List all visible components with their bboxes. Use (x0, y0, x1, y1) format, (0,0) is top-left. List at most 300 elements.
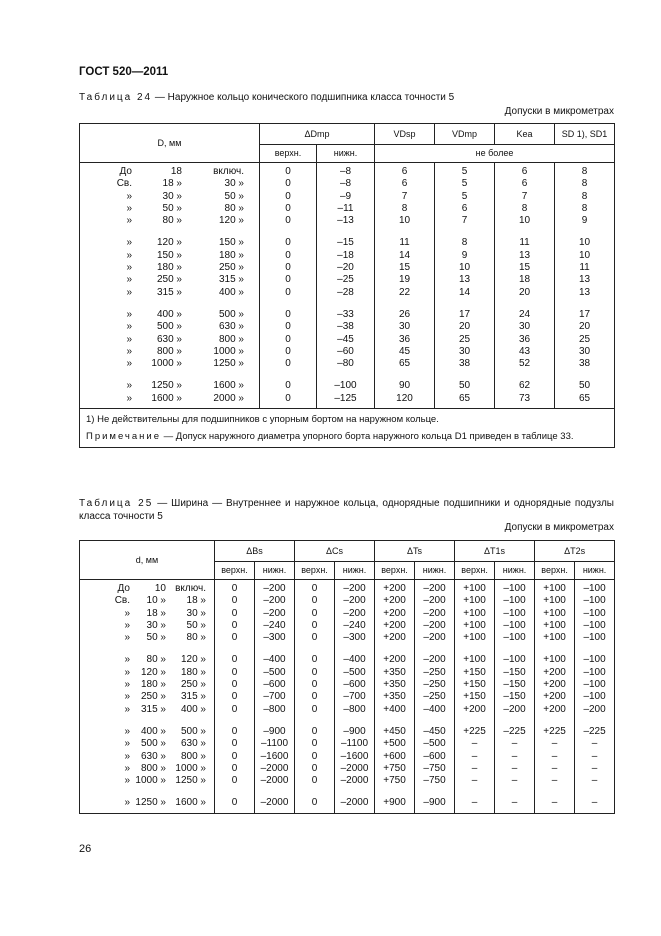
value-cell: –225 (575, 726, 615, 738)
table-row (80, 644, 615, 654)
value-cell: 24 (495, 309, 555, 321)
size-b: 1600 » (151, 392, 182, 404)
size-a: » (124, 797, 130, 809)
size-c: 2000 » (213, 392, 244, 404)
value-cell: –300 (255, 632, 295, 644)
size-a: » (126, 202, 132, 214)
value-cell: 0 (260, 237, 317, 249)
value-cell: 0 (215, 704, 255, 716)
size-c: 315 » (218, 274, 244, 286)
spacer-cell (435, 299, 495, 309)
value-cell: 0 (260, 274, 317, 286)
spacer-cell (375, 716, 415, 726)
value-cell: 0 (260, 262, 317, 274)
spacer-cell (375, 644, 415, 654)
value-cell: –500 (335, 667, 375, 679)
value-cell: –200 (415, 620, 455, 632)
value-cell: 0 (295, 667, 335, 679)
value-cell: 13 (495, 250, 555, 262)
value-cell: – (535, 738, 575, 750)
value-cell: –100 (495, 608, 535, 620)
spacer-cell (375, 370, 435, 380)
value-cell: – (455, 738, 495, 750)
spacer-cell (295, 787, 335, 797)
value-cell: 43 (495, 346, 555, 358)
size-a: До (117, 583, 130, 594)
value-cell: –200 (495, 704, 535, 716)
value-cell: –2000 (335, 797, 375, 813)
value-cell: +350 (375, 667, 415, 679)
col-vdsp-header (375, 124, 435, 145)
size-range (80, 595, 215, 607)
value-cell: 22 (375, 287, 435, 299)
table-row (80, 237, 615, 249)
size-b: 400 » (156, 308, 182, 320)
size-range (80, 704, 215, 716)
col-lower-label: нижн. (255, 562, 295, 580)
table-row (80, 346, 615, 358)
value-cell: 0 (260, 393, 317, 409)
value-cell: –700 (255, 691, 295, 703)
size-c: 80 » (186, 632, 206, 644)
value-cell: – (575, 751, 615, 763)
spacer-cell (80, 299, 260, 309)
table-row (80, 679, 615, 691)
value-cell: +225 (535, 726, 575, 738)
spacer-cell (317, 370, 375, 380)
value-cell: –100 (575, 595, 615, 607)
value-cell: 0 (295, 580, 335, 596)
value-cell: 0 (215, 775, 255, 787)
value-cell: 0 (295, 654, 335, 666)
value-cell: +100 (535, 608, 575, 620)
size-c: 180 » (218, 249, 244, 261)
table-24-note (86, 430, 608, 443)
col-dmp-header (260, 124, 375, 145)
value-cell: 0 (215, 667, 255, 679)
value-cell: –2000 (335, 775, 375, 787)
spacer-cell (80, 644, 215, 654)
value-cell: –100 (575, 620, 615, 632)
value-cell: 0 (215, 751, 255, 763)
size-a: » (126, 190, 132, 202)
value-cell: – (535, 763, 575, 775)
value-cell: +100 (455, 608, 495, 620)
col-sd-label: SD 1), SD1 (561, 128, 608, 139)
size-range (80, 726, 215, 738)
value-cell: +200 (375, 620, 415, 632)
size-b: 180 » (140, 679, 166, 691)
value-cell: 6 (375, 163, 435, 179)
table-25-title: — Ширина — Внутреннее и наружное кольца, однорядные подшипники и однорядные подузлы класса точности 5 (79, 498, 614, 522)
table-24-label: Таблица 24 (79, 92, 153, 103)
value-cell: 14 (435, 287, 495, 299)
value-cell: 19 (375, 274, 435, 286)
size-b: 120 » (140, 666, 166, 678)
table-24-units: Допуски в микрометрах (504, 106, 614, 117)
value-cell: –200 (255, 580, 295, 596)
value-cell: 30 (495, 321, 555, 333)
table-24-title: — Наружное кольцо конического подшипника класса точности 5 (152, 92, 455, 103)
value-cell: +200 (535, 667, 575, 679)
value-cell: 0 (295, 679, 335, 691)
col-t2s-header: ΔT2s (535, 541, 615, 562)
value-cell: –600 (335, 679, 375, 691)
value-cell: 13 (555, 274, 615, 286)
col-lower-label: нижн. (495, 562, 535, 580)
value-cell: 8 (555, 163, 615, 179)
size-b: 250 » (140, 691, 166, 703)
table-row (80, 274, 615, 286)
size-range (80, 287, 260, 299)
spacer-cell (335, 787, 375, 797)
size-a: Св. (116, 178, 132, 190)
value-cell: –100 (575, 580, 615, 596)
col-dmp-lower: нижн. (317, 145, 375, 163)
size-c: 1600 » (213, 380, 244, 392)
value-cell: –200 (335, 608, 375, 620)
value-cell: 10 (555, 237, 615, 249)
value-cell: 65 (555, 393, 615, 409)
size-b: 800 » (140, 762, 166, 774)
value-cell: –150 (495, 691, 535, 703)
size-a: » (126, 215, 132, 227)
value-cell: –33 (317, 309, 375, 321)
value-cell: 0 (295, 595, 335, 607)
table-row (80, 227, 615, 237)
value-cell: 0 (260, 346, 317, 358)
size-range (80, 178, 260, 190)
value-cell: –200 (335, 580, 375, 596)
spacer-cell (495, 299, 555, 309)
value-cell: – (495, 775, 535, 787)
value-cell: 38 (555, 358, 615, 370)
size-b: 180 » (156, 262, 182, 274)
value-cell: –11 (317, 203, 375, 215)
value-cell: – (575, 797, 615, 813)
value-cell: 0 (260, 250, 317, 262)
table-row (80, 250, 615, 262)
value-cell: 10 (435, 262, 495, 274)
value-cell: 0 (215, 738, 255, 750)
size-a: » (124, 762, 130, 774)
value-cell: –80 (317, 358, 375, 370)
size-a: » (124, 666, 130, 678)
value-cell: +200 (535, 691, 575, 703)
size-range (80, 309, 260, 321)
size-b: 630 » (140, 750, 166, 762)
value-cell: 26 (375, 309, 435, 321)
size-c: 50 » (186, 619, 206, 631)
value-cell: 65 (435, 393, 495, 409)
value-cell: 0 (260, 287, 317, 299)
value-cell: +200 (535, 704, 575, 716)
table-row (80, 704, 615, 716)
value-cell: +750 (375, 763, 415, 775)
value-cell: –400 (255, 654, 295, 666)
spacer-cell (495, 370, 555, 380)
value-cell: 0 (215, 595, 255, 607)
size-range (80, 334, 260, 346)
col-t1s-header: ΔT1s (455, 541, 535, 562)
value-cell: 5 (435, 178, 495, 190)
table-row (80, 215, 615, 227)
table-row (80, 691, 615, 703)
value-cell: 0 (260, 191, 317, 203)
col-d-label: D, мм (157, 137, 182, 148)
col-lower-label: нижн. (335, 562, 375, 580)
value-cell: +100 (535, 632, 575, 644)
spacer-cell (80, 787, 215, 797)
size-a: » (124, 607, 130, 619)
value-cell: 20 (435, 321, 495, 333)
size-range (80, 608, 215, 620)
spacer-cell (215, 644, 255, 654)
size-a: » (126, 321, 132, 333)
size-b: 120 » (156, 237, 182, 249)
size-b: 315 » (140, 703, 166, 715)
col-vdmp-label: VDmp (452, 128, 478, 139)
size-range (80, 667, 215, 679)
table-row (80, 393, 615, 409)
spacer-cell (295, 716, 335, 726)
value-cell: –8 (317, 163, 375, 179)
value-cell: – (495, 751, 535, 763)
value-cell: – (535, 751, 575, 763)
table-row (80, 608, 615, 620)
table-row (80, 163, 615, 179)
value-cell: 0 (260, 163, 317, 179)
value-cell: 8 (495, 203, 555, 215)
table-row (80, 763, 615, 775)
size-c: 30 » (224, 178, 244, 190)
size-range (80, 163, 260, 179)
table-row (80, 358, 615, 370)
size-b: 1250 » (151, 380, 182, 392)
spacer-cell (495, 716, 535, 726)
col-upper-label: верхн. (295, 562, 335, 580)
col-sd-header (555, 124, 615, 145)
value-cell: 36 (375, 334, 435, 346)
table-row (80, 262, 615, 274)
size-b: 18 » (162, 178, 182, 190)
value-cell: 36 (495, 334, 555, 346)
size-range (80, 751, 215, 763)
table-row (80, 595, 615, 607)
spacer-cell (555, 299, 615, 309)
value-cell: – (535, 775, 575, 787)
table-25-caption (79, 497, 614, 523)
value-cell: –200 (415, 595, 455, 607)
table-24-footnote: 1) Не действительны для подшипников с упорным бортом на наружном кольце. (86, 414, 439, 426)
spacer-cell (375, 787, 415, 797)
table-row (80, 580, 615, 596)
col-cs-header: ΔCs (295, 541, 375, 562)
spacer-cell (260, 299, 317, 309)
table-row (80, 380, 615, 392)
value-cell: 11 (495, 237, 555, 249)
size-a: » (126, 262, 132, 274)
size-b: 630 » (156, 333, 182, 345)
spacer-cell (255, 787, 295, 797)
value-cell: 15 (375, 262, 435, 274)
value-cell: 30 (435, 346, 495, 358)
spacer-cell (335, 716, 375, 726)
value-cell: 5 (435, 163, 495, 179)
size-c: 30 » (186, 607, 206, 619)
value-cell: –900 (335, 726, 375, 738)
spacer-cell (575, 787, 615, 797)
spacer-cell (415, 644, 455, 654)
value-cell: –250 (415, 667, 455, 679)
value-cell: 0 (295, 691, 335, 703)
size-a: » (124, 679, 130, 691)
size-b: 18 (170, 166, 182, 177)
size-range (80, 346, 260, 358)
value-cell: –750 (415, 763, 455, 775)
value-cell: 10 (375, 215, 435, 227)
size-c: 1000 » (213, 345, 244, 357)
value-cell: –900 (415, 797, 455, 813)
size-a: » (126, 358, 132, 370)
table-row (80, 738, 615, 750)
col-dmp-upper: верхн. (260, 145, 317, 163)
size-range (80, 679, 215, 691)
value-cell: 65 (375, 358, 435, 370)
size-range (80, 775, 215, 787)
spacer-cell (455, 787, 495, 797)
value-cell: –8 (317, 178, 375, 190)
size-b: 315 » (156, 286, 182, 298)
value-cell: –200 (415, 632, 455, 644)
value-cell: –700 (335, 691, 375, 703)
value-cell: +200 (535, 679, 575, 691)
col-ts-header: ΔTs (375, 541, 455, 562)
value-cell: +200 (455, 704, 495, 716)
spacer-cell (495, 227, 555, 237)
value-cell: –100 (495, 632, 535, 644)
value-cell: 0 (260, 215, 317, 227)
size-c: 180 » (180, 666, 206, 678)
spacer-cell (455, 716, 495, 726)
spacer-cell (375, 299, 435, 309)
col-upper-label: верхн. (535, 562, 575, 580)
table-row (80, 654, 615, 666)
value-cell: –13 (317, 215, 375, 227)
col-lower-label: нижн. (575, 562, 615, 580)
value-cell: –100 (575, 691, 615, 703)
value-cell: 38 (435, 358, 495, 370)
size-range (80, 393, 260, 409)
value-cell: 17 (435, 309, 495, 321)
col-dmp-label: ΔDmp (304, 128, 330, 139)
value-cell: 30 (555, 346, 615, 358)
value-cell: –100 (575, 667, 615, 679)
size-c: 800 » (218, 333, 244, 345)
size-a: » (126, 274, 132, 286)
value-cell: –200 (415, 608, 455, 620)
size-b: 400 » (140, 725, 166, 737)
value-cell: +150 (455, 691, 495, 703)
table-row (80, 370, 615, 380)
value-cell: 9 (555, 215, 615, 227)
size-a: » (126, 249, 132, 261)
value-cell: +200 (375, 608, 415, 620)
size-range (80, 358, 260, 370)
value-cell: –200 (255, 608, 295, 620)
spacer-cell (335, 644, 375, 654)
value-cell: 18 (495, 274, 555, 286)
size-c: 500 » (218, 308, 244, 320)
size-a: » (124, 775, 130, 787)
col-kea-header (495, 124, 555, 145)
table-row (80, 191, 615, 203)
size-c: включ. (175, 583, 206, 594)
size-range (80, 763, 215, 775)
value-cell: 8 (555, 191, 615, 203)
size-a: » (124, 619, 130, 631)
size-range (80, 580, 215, 596)
size-range (80, 380, 260, 392)
value-cell: 20 (495, 287, 555, 299)
value-cell: –800 (335, 704, 375, 716)
value-cell: –150 (495, 679, 535, 691)
size-b: 800 » (156, 345, 182, 357)
table-row (80, 178, 615, 190)
value-cell: –500 (415, 738, 455, 750)
value-cell: –9 (317, 191, 375, 203)
spacer-cell (555, 370, 615, 380)
value-cell: –1100 (335, 738, 375, 750)
value-cell: 0 (295, 738, 335, 750)
value-cell: 0 (215, 632, 255, 644)
value-cell: 6 (495, 178, 555, 190)
value-cell: +450 (375, 726, 415, 738)
col-lower-label: нижн. (415, 562, 455, 580)
spacer-cell (215, 787, 255, 797)
value-cell: – (495, 738, 535, 750)
table-25-body (80, 580, 615, 814)
size-range (80, 237, 260, 249)
spacer-cell (435, 370, 495, 380)
size-b: 30 » (146, 619, 166, 631)
size-b: 30 » (162, 190, 182, 202)
value-cell: 7 (375, 191, 435, 203)
table-row (80, 787, 615, 797)
value-cell: –1600 (255, 751, 295, 763)
table-row (80, 620, 615, 632)
spacer-cell (260, 227, 317, 237)
spacer-cell (535, 644, 575, 654)
size-c: 1000 » (175, 762, 206, 774)
value-cell: +100 (455, 580, 495, 596)
value-cell: 0 (260, 380, 317, 392)
value-cell: 0 (260, 358, 317, 370)
value-cell: +100 (535, 580, 575, 596)
value-cell: –100 (575, 679, 615, 691)
size-b: 50 » (162, 202, 182, 214)
table-row (80, 321, 615, 333)
value-cell: 11 (375, 237, 435, 249)
table-row (80, 203, 615, 215)
value-cell: –100 (495, 595, 535, 607)
size-range (80, 191, 260, 203)
size-c: 1600 » (175, 797, 206, 809)
value-cell: 15 (495, 262, 555, 274)
page-number: 26 (79, 843, 92, 855)
size-range (80, 738, 215, 750)
size-c: 630 » (218, 321, 244, 333)
